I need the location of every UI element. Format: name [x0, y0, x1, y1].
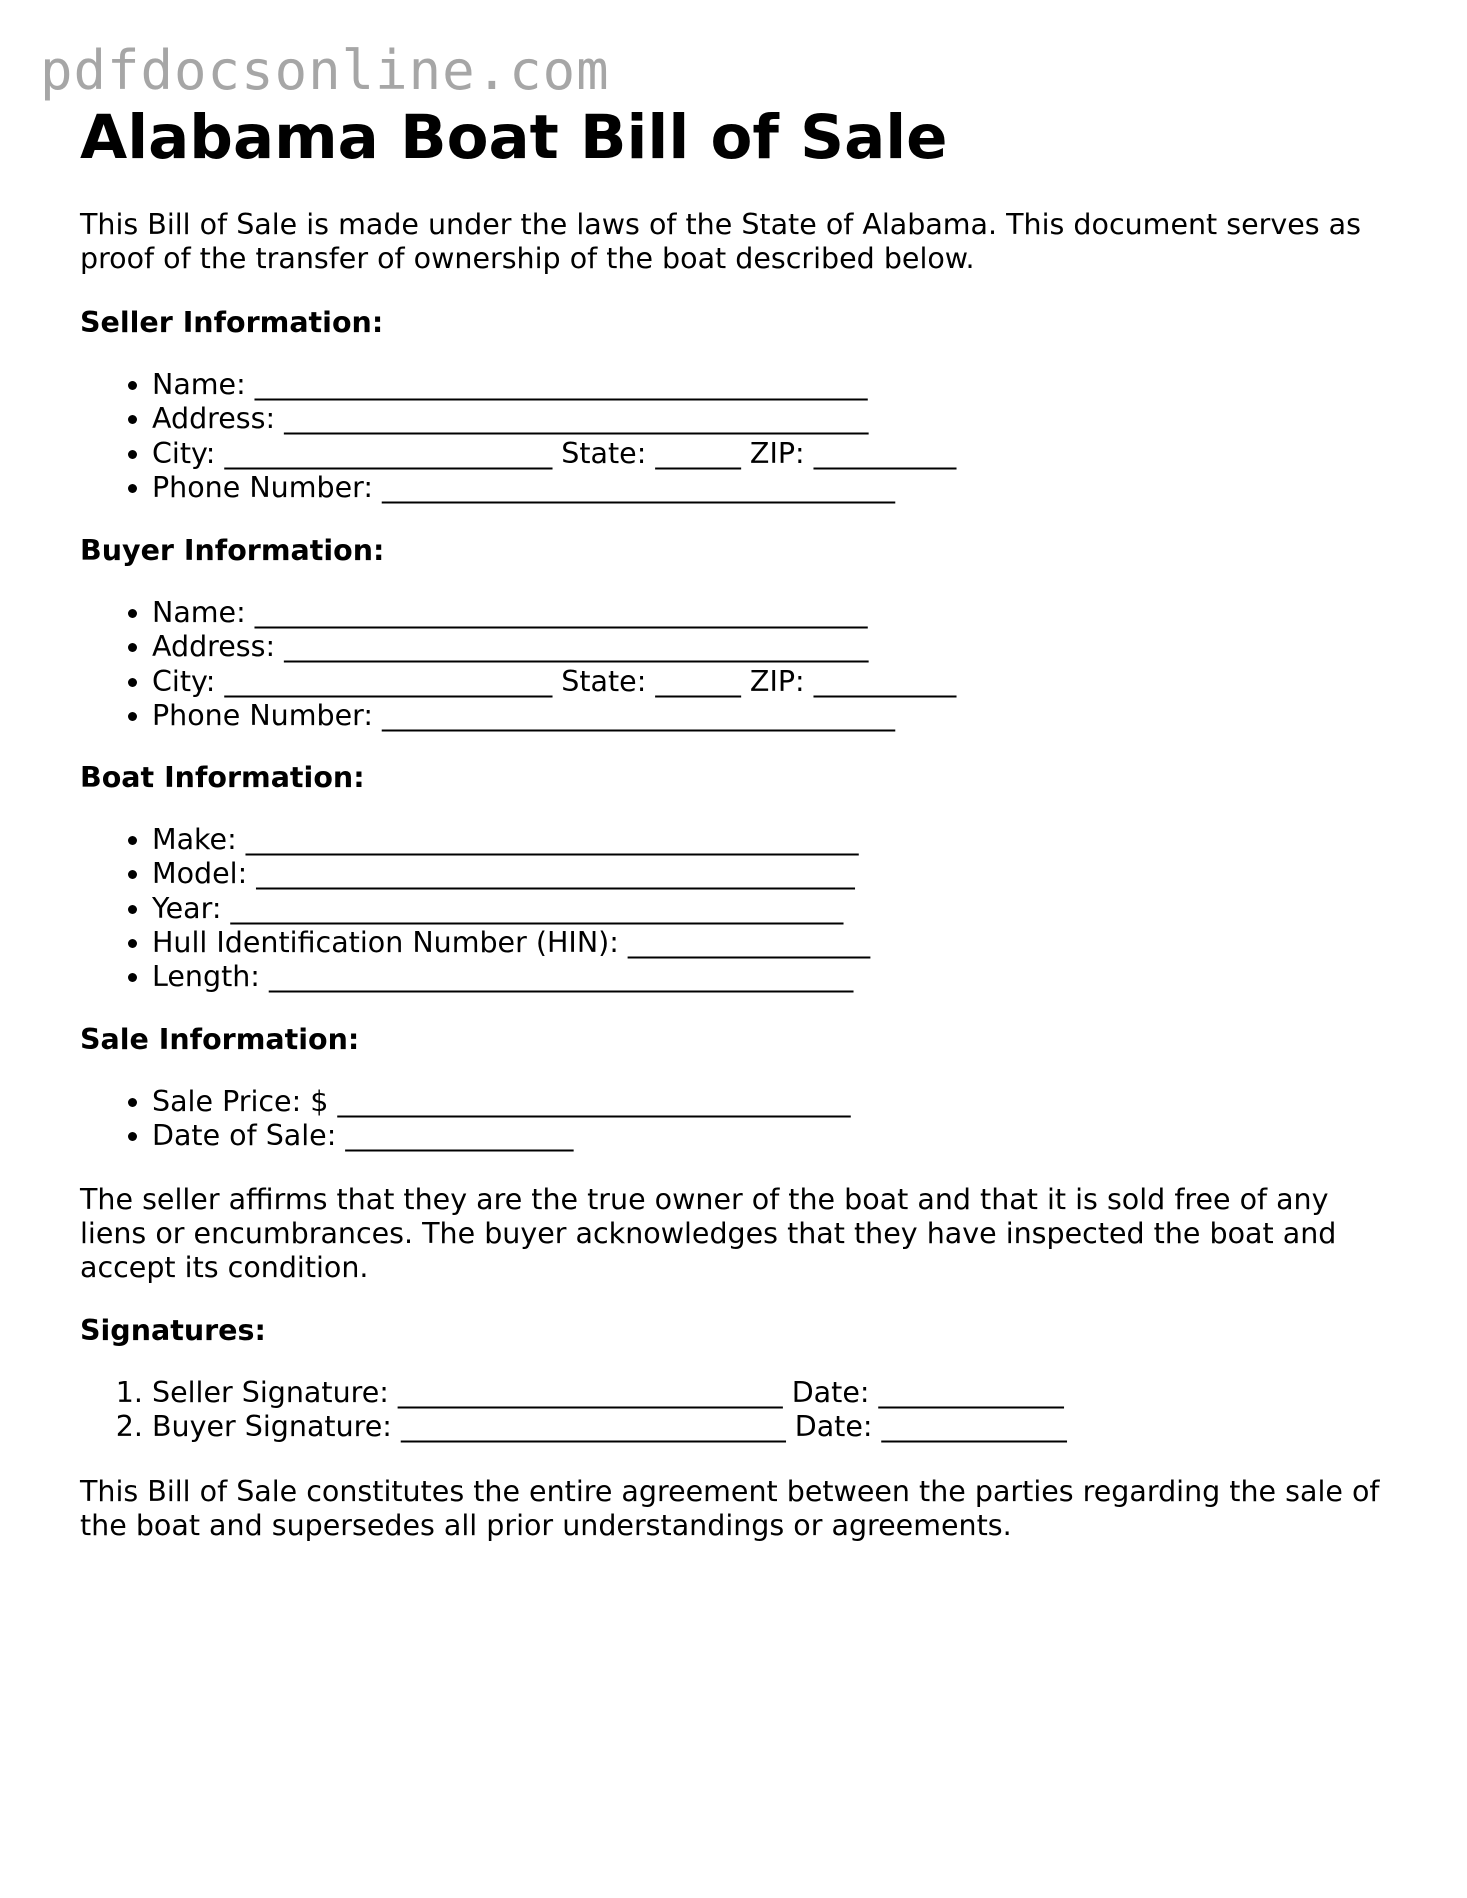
boat-model-field: • Model: __________________________________________	[152, 857, 870, 891]
seller-city-state-zip-field: • City: _______________________ State: ______ ZIP: __________	[152, 437, 956, 471]
buyer-heading: Buyer Information:	[80, 534, 385, 567]
sale-date-field: • Date of Sale: ________________	[152, 1119, 850, 1153]
buyer-city-state-zip-field: • City: _______________________ State: ______ ZIP: __________	[152, 665, 956, 699]
intro-paragraph: This Bill of Sale is made under the laws of the State of Alabama. This document serves as proof of the transfer of ownership of the boat described below.	[80, 208, 1361, 275]
boat-fields	[80, 823, 870, 994]
buyer-phone-field: • Phone Number: ____________________________________	[152, 699, 956, 733]
seller-fields	[80, 368, 956, 505]
boat-heading: Boat Information:	[80, 761, 365, 794]
seller-phone-field: • Phone Number: ____________________________________	[152, 471, 956, 505]
closing-paragraph: This Bill of Sale constitutes the entire agreement between the parties regarding the sale of the boat and supersedes all prior understandings or agreements.	[80, 1475, 1380, 1542]
buyer-signature-field: 2. Buyer Signature: ___________________________ Date: _____________	[152, 1410, 1067, 1444]
watermark: pdfdocsonline.com	[40, 39, 610, 102]
sale-price-field: • Sale Price: $ ____________________________________	[152, 1085, 850, 1119]
boat-year-field: • Year: ___________________________________________	[152, 892, 870, 926]
signatures-heading: Signatures:	[80, 1314, 266, 1347]
boat-hin-field: • Hull Identification Number (HIN): _________________	[152, 926, 870, 960]
document-title: Alabama Boat Bill of Sale	[80, 102, 948, 173]
affirmation-paragraph: The seller affirms that they are the true owner of the boat and that it is sold free of any liens or encumbrances. The buyer acknowledges that they have inspected the boat and accept its condition.	[80, 1183, 1337, 1284]
seller-heading: Seller Information:	[80, 306, 384, 339]
sale-fields	[80, 1085, 850, 1154]
sale-heading: Sale Information:	[80, 1023, 360, 1056]
boat-make-field: • Make: ___________________________________________	[152, 823, 870, 857]
seller-name-field: • Name: ___________________________________________	[152, 368, 956, 402]
buyer-address-field: • Address: _________________________________________	[152, 630, 956, 664]
buyer-fields	[80, 596, 956, 733]
boat-length-field: • Length: _________________________________________	[152, 960, 870, 994]
buyer-name-field: • Name: ___________________________________________	[152, 596, 956, 630]
seller-address-field: • Address: _________________________________________	[152, 402, 956, 436]
signature-fields	[80, 1376, 1067, 1445]
seller-signature-field: 1. Seller Signature: ___________________________ Date: _____________	[152, 1376, 1067, 1410]
